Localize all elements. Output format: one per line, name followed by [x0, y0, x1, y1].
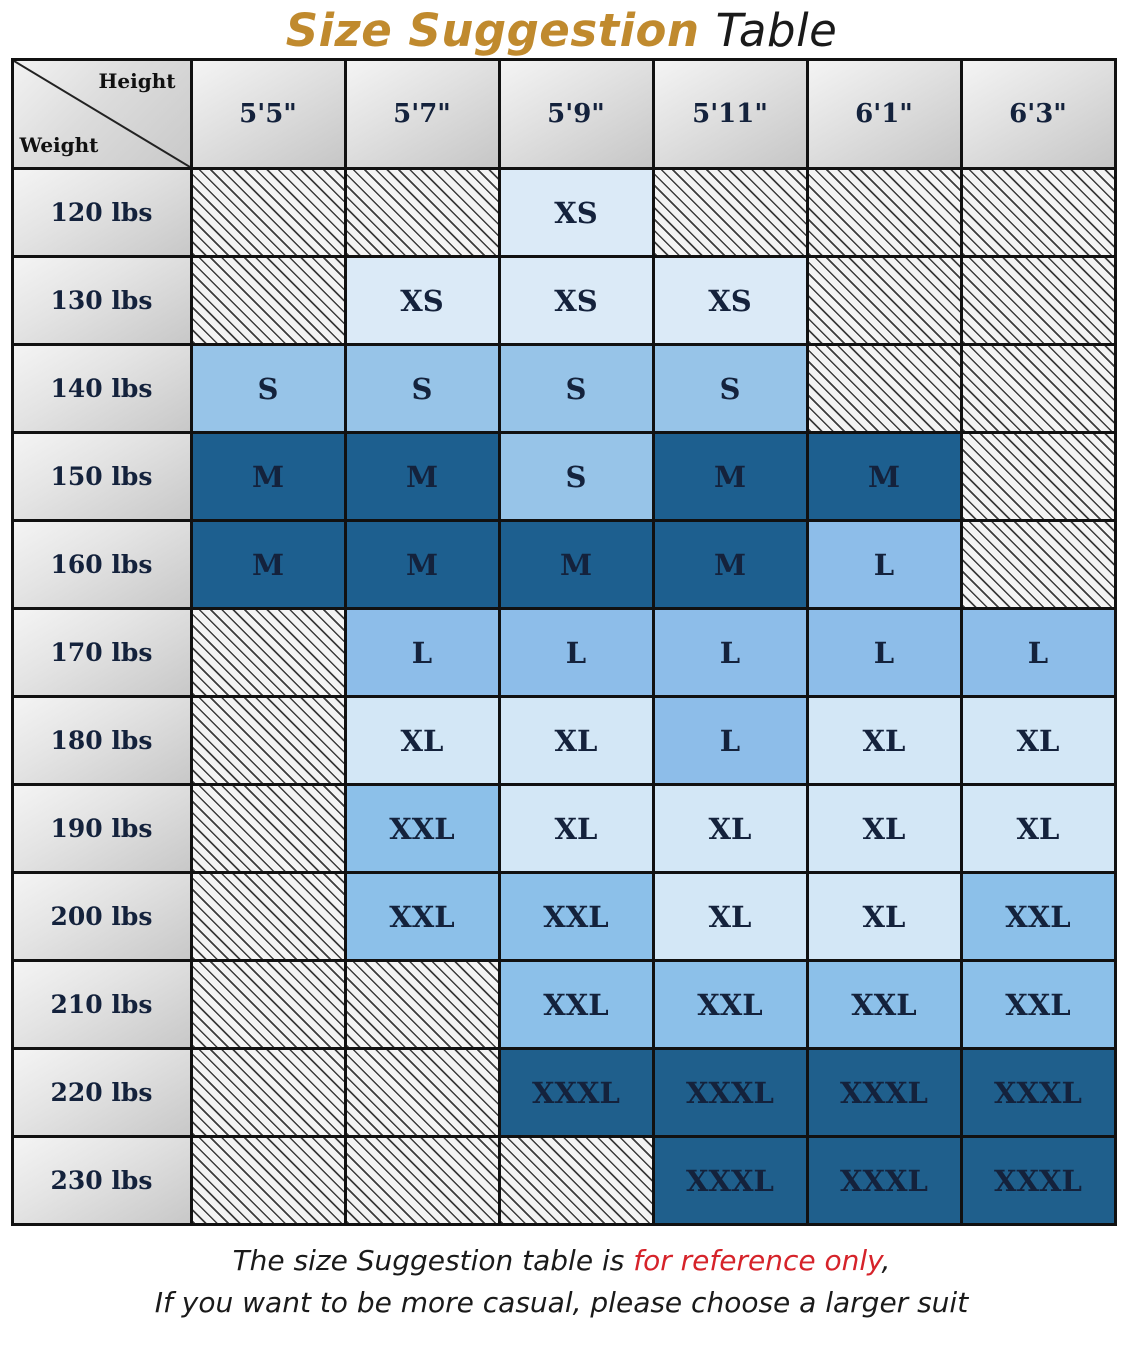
row-header-weight: 170 lbs [14, 610, 190, 695]
size-cell: XL [809, 698, 960, 783]
size-cell: XL [655, 874, 806, 959]
table-row [14, 786, 1114, 871]
row-header-weight: 140 lbs [14, 346, 190, 431]
size-cell: L [809, 610, 960, 695]
footer-line-2: If you want to be more casual, please choose a larger suit [154, 1286, 969, 1319]
size-cell: L [809, 522, 960, 607]
footer-line-1-highlight: for reference only [633, 1244, 882, 1277]
table-row [14, 698, 1114, 783]
size-suggestion-table [11, 58, 1117, 1226]
size-cell: XXXL [655, 1138, 806, 1223]
axis-corner-cell [14, 61, 190, 167]
table-row [14, 522, 1114, 607]
size-cell: L [501, 610, 652, 695]
size-cell-empty [193, 962, 344, 1047]
size-cell: XXXL [655, 1050, 806, 1135]
size-cell: XS [347, 258, 498, 343]
column-header-height: 6'3" [963, 61, 1114, 167]
row-header-weight: 180 lbs [14, 698, 190, 783]
size-cell: XXL [963, 874, 1114, 959]
row-header-weight: 200 lbs [14, 874, 190, 959]
size-cell: XXXL [963, 1050, 1114, 1135]
size-cell-empty [963, 434, 1114, 519]
size-cell: M [655, 434, 806, 519]
row-header-weight: 220 lbs [14, 1050, 190, 1135]
size-cell: XL [809, 786, 960, 871]
row-header-weight: 210 lbs [14, 962, 190, 1047]
size-cell-empty [809, 170, 960, 255]
size-cell-empty [347, 170, 498, 255]
size-cell: XL [963, 698, 1114, 783]
table-row [14, 962, 1114, 1047]
size-cell-empty [347, 1138, 498, 1223]
row-header-weight: 120 lbs [14, 170, 190, 255]
page-title [0, 0, 1123, 58]
size-cell-empty [963, 258, 1114, 343]
footer-line-1 [0, 1240, 1123, 1282]
table-row [14, 1050, 1114, 1135]
row-header-weight: 190 lbs [14, 786, 190, 871]
size-cell-empty [347, 1050, 498, 1135]
table-row [14, 610, 1114, 695]
title-rest: Table [715, 4, 838, 57]
size-cell: XL [655, 786, 806, 871]
size-cell: XS [501, 258, 652, 343]
size-cell: M [193, 434, 344, 519]
size-cell: XXL [501, 962, 652, 1047]
size-cell: XXL [963, 962, 1114, 1047]
column-header-height: 5'7" [347, 61, 498, 167]
size-cell: S [655, 346, 806, 431]
size-cell-empty [501, 1138, 652, 1223]
size-cell-empty [193, 610, 344, 695]
column-header-height: 6'1" [809, 61, 960, 167]
column-header-height: 5'11" [655, 61, 806, 167]
size-cell: XXL [655, 962, 806, 1047]
table-row [14, 346, 1114, 431]
table-row [14, 170, 1114, 255]
title-highlight: Size Suggestion [285, 4, 716, 57]
size-cell-empty [193, 874, 344, 959]
column-header-height: 5'5" [193, 61, 344, 167]
size-cell-empty [193, 786, 344, 871]
size-cell-empty [655, 170, 806, 255]
size-cell: S [347, 346, 498, 431]
size-cell-empty [809, 346, 960, 431]
size-cell: S [501, 434, 652, 519]
table-row [14, 258, 1114, 343]
size-cell: M [501, 522, 652, 607]
size-cell: XXL [809, 962, 960, 1047]
row-header-weight: 160 lbs [14, 522, 190, 607]
size-cell-empty [963, 522, 1114, 607]
axis-label-height: Height [98, 69, 176, 93]
row-header-weight: 130 lbs [14, 258, 190, 343]
size-cell-empty [193, 1138, 344, 1223]
size-cell: M [655, 522, 806, 607]
size-cell: L [347, 610, 498, 695]
size-cell-empty [193, 170, 344, 255]
size-cell: S [501, 346, 652, 431]
table-row [14, 434, 1114, 519]
size-cell: XXL [501, 874, 652, 959]
size-cell: XL [809, 874, 960, 959]
size-cell-empty [963, 346, 1114, 431]
size-cell: XS [501, 170, 652, 255]
size-cell: L [655, 698, 806, 783]
size-cell: XXL [347, 786, 498, 871]
size-cell-empty [193, 698, 344, 783]
footer-notes [0, 1226, 1123, 1324]
size-cell: XL [501, 786, 652, 871]
size-cell: XXXL [963, 1138, 1114, 1223]
size-cell: M [193, 522, 344, 607]
size-cell: S [193, 346, 344, 431]
size-cell: XS [655, 258, 806, 343]
size-cell-empty [963, 170, 1114, 255]
size-cell: XL [347, 698, 498, 783]
size-cell: XXXL [809, 1138, 960, 1223]
footer-line-1-post: , [881, 1244, 891, 1277]
row-header-weight: 230 lbs [14, 1138, 190, 1223]
size-cell: L [655, 610, 806, 695]
table-row [14, 1138, 1114, 1223]
size-cell-empty [347, 962, 498, 1047]
size-cell-empty [193, 1050, 344, 1135]
size-cell: M [809, 434, 960, 519]
axis-label-weight: Weight [19, 133, 99, 157]
size-cell: M [347, 522, 498, 607]
size-cell-empty [809, 258, 960, 343]
size-cell: XXXL [501, 1050, 652, 1135]
size-cell: XXXL [809, 1050, 960, 1135]
size-cell: XXL [347, 874, 498, 959]
size-cell-empty [193, 258, 344, 343]
size-cell: XL [963, 786, 1114, 871]
table-row [14, 874, 1114, 959]
size-cell: L [963, 610, 1114, 695]
row-header-weight: 150 lbs [14, 434, 190, 519]
footer-line-1-pre: The size Suggestion table is [232, 1244, 634, 1277]
size-table-area [6, 58, 1118, 1226]
size-cell: M [347, 434, 498, 519]
size-cell: XL [501, 698, 652, 783]
table-header-row [14, 61, 1114, 167]
column-header-height: 5'9" [501, 61, 652, 167]
